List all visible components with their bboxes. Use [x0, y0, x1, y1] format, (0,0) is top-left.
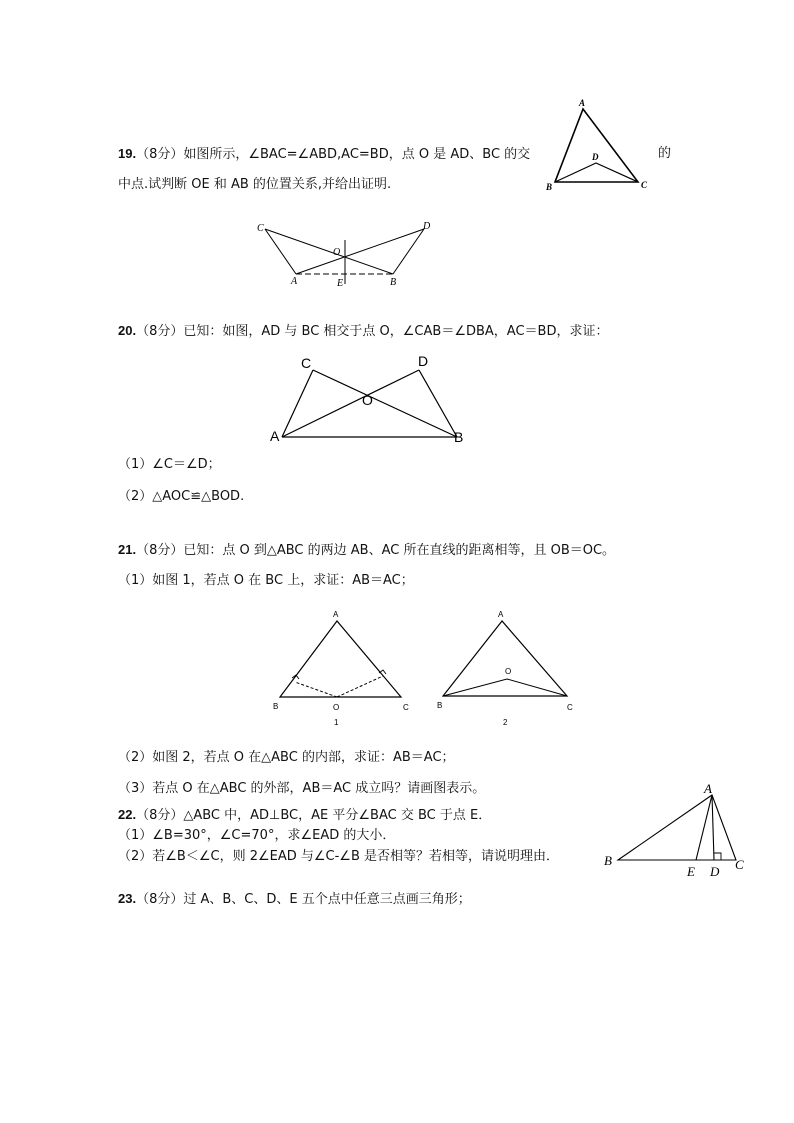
q21-fig2-caption: 2: [503, 718, 508, 727]
q21-fig1-caption: 1: [334, 718, 339, 727]
q23-stem-line: [118, 890, 471, 909]
q22-fig-label-c: C: [735, 857, 744, 872]
q19-fig2-label-a: A: [291, 276, 298, 287]
q22-fig-label-b: B: [604, 853, 612, 868]
q21-fig2-label-o: O: [505, 667, 512, 676]
q19-number: 19.: [118, 146, 137, 161]
q21-figure-2: [432, 604, 582, 730]
q20-part1: （1）∠C＝∠D；: [118, 457, 221, 472]
q19-line1: [118, 145, 530, 164]
q20-fig-label-b: B: [454, 429, 464, 445]
q22-fig-label-d: D: [710, 864, 720, 879]
q21-part3: （3）若点 O 在△ABC 的外部，AB＝AC 成立吗？请画图表示。: [118, 781, 486, 796]
q21-fig1-label-o: O: [333, 703, 340, 712]
q20-stem-line: [118, 322, 608, 341]
q20-figure: [265, 350, 475, 450]
q21-fig1-label-c: C: [403, 703, 409, 712]
q23-number: 23.: [118, 891, 137, 906]
q21-fig2-label-b: B: [437, 701, 443, 710]
q22-part2: （2）若∠B＜∠C，则 2∠EAD 与∠C-∠B 是否相等？若相等，请说明理由．: [118, 849, 560, 864]
q19-fig-label-c: C: [641, 180, 648, 190]
q21-fig2-label-a: A: [498, 610, 504, 619]
q21-part1: （1）如图 1，若点 O 在 BC 上，求证：AB＝AC；: [118, 573, 414, 588]
q19-figure-bow: [250, 218, 440, 290]
q22-stem-line: [118, 806, 491, 825]
q22-figure: [600, 780, 760, 880]
q21-figure-1: [265, 604, 415, 730]
q19-fig-label-a: A: [579, 98, 586, 108]
q19-fig2-label-c: C: [257, 223, 264, 234]
q20-stem: （8分）已知：如图，AD 与 BC 相交于点 O，∠CAB＝∠DBA，AC＝BD，求证：: [136, 324, 609, 339]
q19-fig-label-d: D: [592, 152, 599, 162]
q21-stem: （8分）已知：点 O 到△ABC 的两边 AB、AC 所在直线的距离相等，且 OB＝OC。: [136, 543, 616, 558]
q20-number: 20.: [118, 323, 137, 338]
q19-line1-end: 的: [658, 146, 672, 161]
q22-stem: （8分）△ABC 中，AD⊥BC，AE 平分∠BAC 交 BC 于点 E．: [136, 808, 492, 823]
q21-number: 21.: [118, 542, 137, 557]
q20-fig-label-c: C: [301, 355, 312, 371]
q21-fig1-label-b: B: [273, 702, 279, 711]
q22-fig-label-a: A: [704, 781, 712, 796]
q19-fig-label-b: B: [546, 182, 553, 192]
q21-fig2-label-c: C: [567, 703, 573, 712]
q21-stem-line: [118, 541, 615, 560]
q23-stem: （8分）过 A、B、C、D、E 五个点中任意三点画三角形；: [136, 892, 471, 907]
q19-fig2-label-b: B: [390, 277, 397, 288]
q19-fig2-label-o: O: [333, 247, 341, 258]
q22-part1: （1）∠B=30°，∠C=70°，求∠EAD 的大小．: [118, 828, 396, 843]
q21-fig1-label-a: A: [333, 610, 339, 619]
q20-fig-label-a: A: [270, 428, 280, 444]
q20-fig-label-d: D: [418, 353, 429, 369]
q22-fig-label-e: E: [687, 864, 695, 879]
q19-figure-triangle: [540, 96, 660, 196]
q19-fig2-label-d: D: [423, 221, 431, 232]
q19-line1-text: （8分）如图所示，∠BAC=∠ABD,AC=BD，点 O 是 AD、BC 的交: [136, 147, 531, 162]
q19-fig2-label-e: E: [337, 278, 344, 289]
q19-line2: 中点.试判断 OE 和 AB 的位置关系,并给出证明.: [118, 177, 392, 192]
q21-part2: （2）如图 2，若点 O 在△ABC 的内部，求证：AB＝AC；: [118, 750, 455, 765]
q20-part2: （2）△AOC≌△BOD.: [118, 489, 245, 504]
q22-number: 22.: [118, 807, 137, 822]
q20-fig-label-o: O: [362, 392, 373, 408]
